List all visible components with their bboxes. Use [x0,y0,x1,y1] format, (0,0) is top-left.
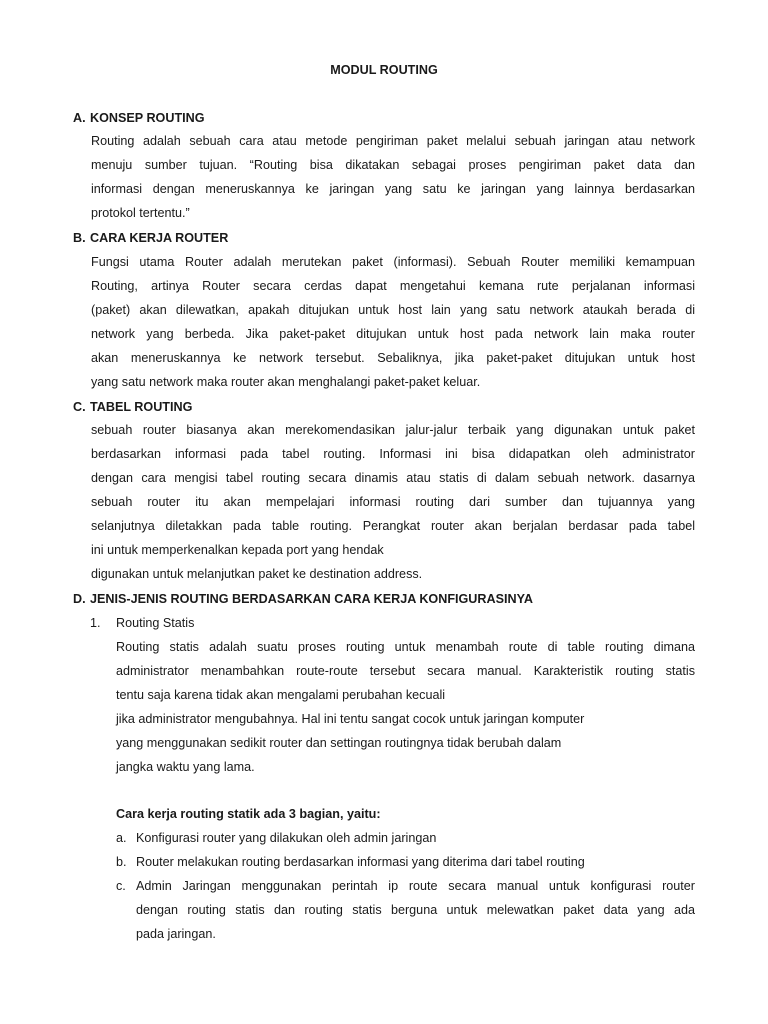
page-title: MODUL ROUTING [330,63,438,77]
paragraph-line: (paket) akan dilewatkan, apakah ditujukan untuk host lain yang satu network ataukah berada di [91,303,695,317]
paragraph-line: selanjutnya diletakkan pada table routing. Perangkat router akan berjalan berdasar pada tabel [91,519,695,533]
subsection-1-paragraph [116,635,695,779]
paragraph-line: akan meneruskannya ke network tersebut. Sebaliknya, jika paket-paket ditujukan untuk host [91,351,695,365]
section-c-heading [73,400,192,414]
section-b-marker: B. [73,231,86,245]
section-b-title: CARA KERJA ROUTER [90,231,229,245]
steps-heading: Cara kerja routing statik ada 3 bagian, yaitu: [116,807,381,821]
step-b [116,855,585,869]
paragraph-line: Routing, artinya Router secara cerdas dapat mengetahui kemana rute perjalanan informasi [91,279,695,293]
paragraph-line: menuju sumber tujuan. “Routing bisa dikatakan sebagai proses pengiriman paket data dan [91,158,695,172]
section-c-marker: C. [73,400,86,414]
paragraph-line: Routing adalah sebuah cara atau metode pengiriman paket melalui sebuah jaringan atau network [91,134,695,148]
step-c [136,874,695,946]
paragraph-line: digunakan untuk melanjutkan paket ke destination address. [91,567,423,581]
section-a-marker: A. [73,111,86,125]
paragraph-line: Routing statis adalah suatu proses routing untuk menambah route di table routing dimana [116,640,695,654]
paragraph-line: protokol tertentu.” [91,206,190,220]
paragraph-line: yang satu network maka router akan menghalangi paket-paket keluar. [91,375,481,389]
step-c-marker-wrap [116,879,126,893]
section-b-heading [73,231,228,245]
paragraph-line: ini untuk memperkenalkan kepada port yang hendak [91,543,384,557]
section-d-title: JENIS-JENIS ROUTING BERDASARKAN CARA KERJA KONFIGURASINYA [90,592,533,606]
subsection-1-marker: 1. [90,616,101,630]
step-b-text: Router melakukan routing berdasarkan informasi yang diterima dari tabel routing [136,855,585,869]
paragraph-line: dengan cara mengisi tabel routing secara dinamis atau statis di dalam sebuah network. dasarnya [91,471,695,485]
paragraph-line: jika administrator mengubahnya. Hal ini tentu sangat cocok untuk jaringan komputer [116,712,585,726]
step-a [116,831,436,845]
paragraph-line: pada jaringan. [136,927,216,941]
paragraph-line: administrator menambahkan route-route tersebut secara manual. Karakteristik routing statis [116,664,695,678]
paragraph-line: Admin Jaringan menggunakan perintah ip route secara manual untuk konfigurasi router [136,879,695,893]
paragraph-line: Fungsi utama Router adalah merutekan paket (informasi). Sebuah Router memiliki kemampuan [91,255,695,269]
section-b-paragraph [91,250,695,394]
section-d-marker: D. [73,592,86,606]
paragraph-line: tentu saja karena tidak akan mengalami perubahan kecuali [116,688,446,702]
paragraph-line: jangka waktu yang lama. [116,760,255,774]
section-a-title: KONSEP ROUTING [90,111,205,125]
paragraph-line: sebuah router itu akan mempelajari informasi routing dari sumber dan tujuannya yang [91,495,695,509]
step-a-marker: a. [116,831,127,845]
section-a-heading [73,111,205,125]
section-a-paragraph [91,129,695,225]
subsection-1-title: Routing Statis [116,616,195,630]
step-a-text: Konfigurasi router yang dilakukan oleh admin jaringan [136,831,437,845]
subsection-1-heading [90,616,194,630]
paragraph-line: network yang berbeda. Jika paket-paket ditujukan untuk host pada network lain maka router [91,327,695,341]
section-c-title: TABEL ROUTING [90,400,193,414]
paragraph-line: sebuah router biasanya akan merekomendasikan jalur-jalur terbaik yang digunakan untuk paket [91,423,695,437]
section-c-paragraph [91,418,695,586]
paragraph-line: yang menggunakan sedikit router dan settingan routingnya tidak berubah dalam [116,736,562,750]
paragraph-line: berdasarkan informasi pada tabel routing. Informasi ini bisa didapatkan oleh administrator [91,447,695,461]
step-c-marker: c. [116,879,126,893]
step-b-marker: b. [116,855,127,869]
section-d-heading [73,592,533,606]
paragraph-line: informasi dengan meneruskannya ke jaringan yang satu ke jaringan yang lainnya berdasarkan [91,182,695,196]
paragraph-line: dengan routing statis dan routing statis berguna untuk melewatkan paket data yang ada [136,903,695,917]
